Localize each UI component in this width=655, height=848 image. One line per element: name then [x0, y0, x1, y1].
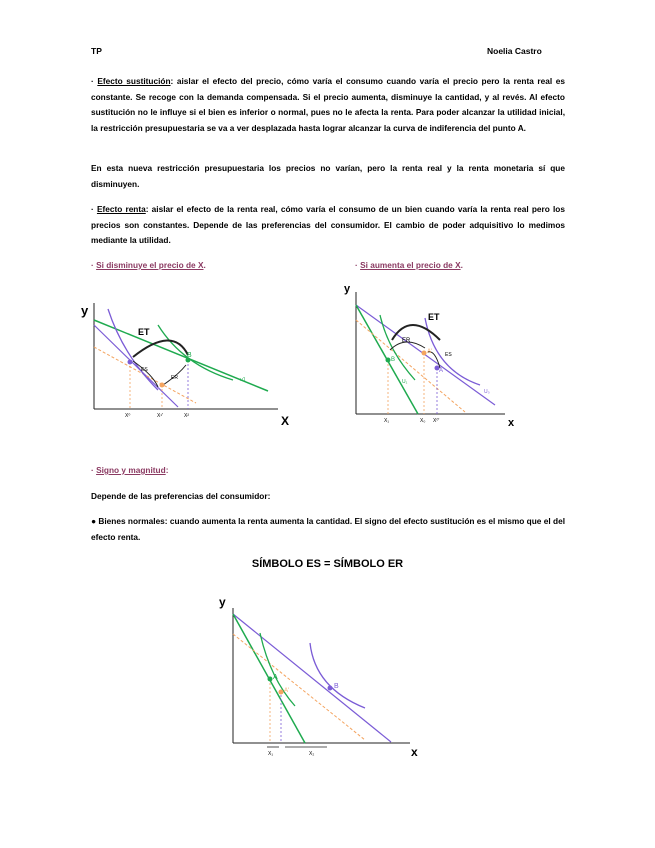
- bullet: ·: [91, 465, 97, 475]
- paragraph-preferencias: Depende de las preferencias del consumidor:: [91, 491, 271, 501]
- point-b: [328, 686, 333, 691]
- section-signo: [91, 463, 311, 479]
- definition: : aislar el efecto de la renta real, cómo varía el consumo de un bien cuando varía la renta real pero los precios son constantes. Depende de las preferencias del consumidor. El cambio de poder adquisitivo lo medimos mediante la utilidad.: [91, 204, 565, 245]
- graph-bienes-normales: [215, 588, 435, 758]
- label-u1: U₁: [402, 379, 408, 385]
- label-a: A: [273, 674, 278, 681]
- tick-x1: X₁: [268, 751, 274, 757]
- indifference-curve-u0: [108, 309, 158, 390]
- graph-aumenta-precio: [340, 280, 540, 430]
- label-et: ET: [138, 327, 150, 337]
- label-u0: U₀: [484, 389, 490, 395]
- budget-line-high: [233, 614, 391, 742]
- bullet: ·: [91, 204, 97, 214]
- tick-x2: X²: [184, 413, 189, 419]
- caption-left-text: Si disminuye el precio de X: [96, 260, 204, 270]
- point-a-prime: [422, 351, 427, 356]
- axis-x-label: X: [281, 414, 290, 428]
- paragraph-efecto-renta: [91, 202, 565, 249]
- label-es: ES: [141, 367, 148, 373]
- point-a-prime: [160, 383, 165, 388]
- axis-y-label: y: [81, 303, 89, 318]
- caption-left: [91, 258, 311, 274]
- label-er: ER: [171, 375, 178, 381]
- axis-y-label: y: [219, 595, 226, 609]
- axis-x-label: x: [411, 745, 418, 759]
- point-a-prime: [279, 690, 284, 695]
- axis-x-label: x: [508, 417, 515, 429]
- compensated-budget-line: [233, 634, 365, 740]
- caption-right: [355, 258, 575, 274]
- tick-x0: X⁰: [125, 413, 131, 419]
- term-efecto-renta: Efecto renta: [96, 204, 146, 214]
- label-a-prime: A': [427, 349, 433, 355]
- label-er: ER: [402, 338, 411, 344]
- bullet: ·: [355, 260, 361, 270]
- point-a: [128, 360, 133, 365]
- label-b: B: [391, 357, 396, 363]
- label-u1: u1: [240, 377, 246, 383]
- header-right: Noelia Castro: [487, 46, 542, 56]
- label-a: A: [439, 368, 444, 374]
- arrow-et: [392, 325, 440, 340]
- title-simbolo: SÍMBOLO ES = SÍMBOLO ER: [251, 558, 404, 570]
- caption-right-text: Si aumenta el precio de X: [360, 260, 461, 270]
- point-b: [386, 358, 391, 363]
- axis-y-label: y: [344, 283, 351, 295]
- definition: : aislar el efecto del precio, cómo varía el consumo cuando varía el precio pero la renta real es constante. Se recoge con la demanda compensada. Si el precio aumenta, disminuye la cantidad, y al revés. Al efecto sustitución no le influye si el bien es inferior o normal, pues no le afecta la renta. Para poder alcanzar la utilidad inicial, la restricción presupuestaria se va a ver desplazada hasta lograr alcanzar la curva de indiferencia del punto A.: [91, 76, 565, 133]
- bullet: ·: [91, 260, 97, 270]
- paragraph-restriccion: En esta nueva restricción presupuestaria los precios no varían, pero la renta real y la renta monetaria sí que disminuyen.: [91, 163, 565, 189]
- label-b: B: [334, 683, 339, 690]
- term-efecto-sustitucion: Efecto sustitución: [97, 76, 171, 86]
- dot: .: [203, 260, 206, 270]
- tick-x2: X⁰': [433, 418, 440, 424]
- tick-x1: X¹': [157, 413, 163, 419]
- bullet: ·: [91, 76, 98, 86]
- dot: .: [460, 260, 463, 270]
- label-a-prime: A': [284, 688, 290, 694]
- graph-disminuye-precio: [78, 295, 308, 435]
- tick-x1: X₁: [384, 418, 390, 424]
- paragraph-efecto-sustitucion: [91, 74, 565, 136]
- label-es: ES: [445, 352, 452, 358]
- point-a: [268, 677, 273, 682]
- tick-x0: X₀: [420, 418, 426, 424]
- colon: :: [165, 465, 169, 475]
- label-et: ET: [428, 312, 440, 322]
- section-signo-text: Signo y magnitud: [96, 465, 166, 475]
- label-b: B: [187, 352, 192, 359]
- paragraph-bienes-normales: ● Bienes normales: cuando aumenta la renta aumenta la cantidad. El signo del efecto sustitución es el mismo que el del efecto renta.: [91, 516, 565, 542]
- header-left: TP: [91, 46, 102, 56]
- tick-x2: X₂: [309, 751, 315, 757]
